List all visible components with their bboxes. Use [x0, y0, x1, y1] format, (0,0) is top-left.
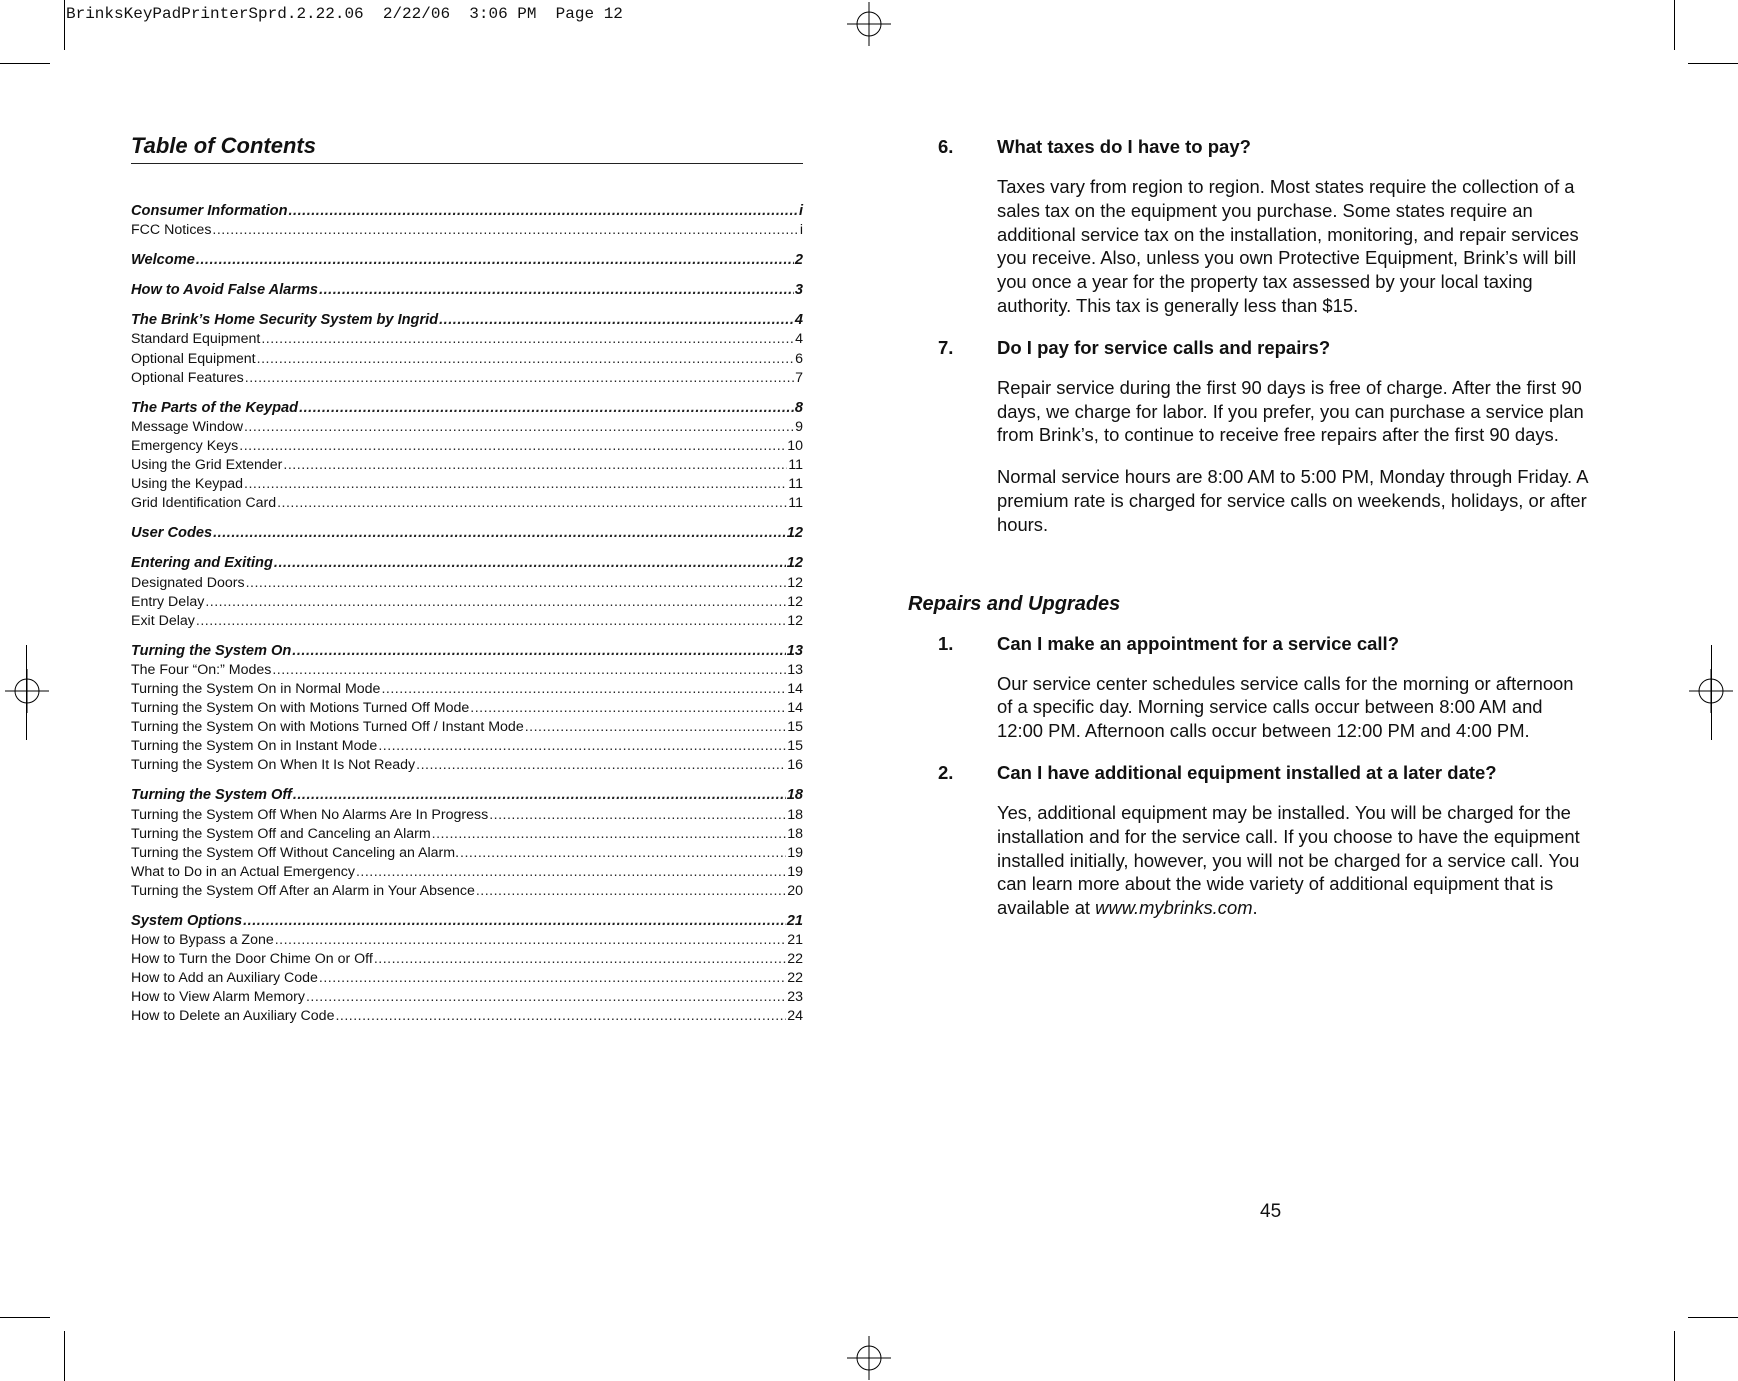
registration-line [1711, 645, 1712, 740]
toc-entry-page: 19 [787, 863, 803, 880]
dot-leader [205, 593, 786, 612]
toc-entry[interactable] [131, 661, 803, 680]
toc-group [131, 554, 803, 630]
toc-entry[interactable] [131, 494, 803, 513]
toc-entry[interactable] [131, 844, 803, 863]
dot-leader [476, 882, 786, 901]
toc-entry[interactable] [131, 437, 803, 456]
toc-section-entry[interactable] [131, 786, 803, 805]
toc-entry-label: Turning the System Off After an Alarm in Your Absence [131, 882, 475, 899]
toc-entry-label: Entering and Exiting [131, 555, 273, 572]
toc-section-entry[interactable] [131, 399, 803, 418]
crop-mark [1674, 1331, 1675, 1381]
dot-leader [243, 912, 786, 931]
toc-group [131, 311, 803, 387]
toc-group [131, 642, 803, 776]
dot-leader [470, 699, 786, 718]
toc-entry-page: 21 [787, 932, 803, 949]
toc-entry-page: 20 [787, 882, 803, 899]
dot-leader [212, 221, 798, 240]
toc-entry-label: The Four “On:” Modes [131, 661, 272, 678]
toc-entry-label: Entry Delay [131, 593, 205, 610]
toc-entry-page: 21 [786, 913, 803, 929]
toc-entry[interactable] [131, 350, 803, 369]
toc-entry-page: 3 [794, 282, 803, 299]
toc-section-entry[interactable] [131, 281, 803, 300]
dot-leader [277, 494, 787, 513]
toc-group [131, 786, 803, 901]
toc-entry[interactable] [131, 718, 803, 737]
dot-leader [416, 756, 786, 775]
dot-leader [489, 806, 786, 825]
dot-leader [293, 786, 786, 805]
toc-entry-label: Using the Grid Extender [131, 457, 283, 474]
dot-leader [288, 202, 797, 221]
crop-mark [0, 1317, 50, 1318]
toc-entry[interactable] [131, 988, 803, 1007]
toc-entry-page: i [799, 222, 803, 239]
registration-mark [847, 2, 891, 46]
toc-entry-page: 18 [786, 787, 803, 804]
section-title: Repairs and Upgrades [908, 592, 1121, 615]
faq-answer: Taxes vary from region to region. Most states require the collection of a sales tax on the equipment you purchase. Some states require an additional service tax on the installation, monitoring, and repair services you receive. Also, unless you own Protective Equipment, Brink’s will bill you once a year for the property tax assessed by your local taxing authority. This tax is generally less than $15. [997, 176, 1579, 316]
toc-entry-label: Standard Equipment [131, 331, 261, 348]
answer-end: . [1252, 897, 1258, 919]
toc-entry-page: 7 [795, 369, 803, 386]
dot-leader [381, 680, 786, 699]
dot-leader [319, 281, 794, 300]
dot-leader [213, 524, 786, 543]
toc-entry-page: 4 [794, 312, 803, 329]
toc-group [131, 202, 803, 240]
question-text: Can I have additional equipment installed at a later date? [997, 761, 1497, 783]
toc-entry[interactable] [131, 882, 803, 901]
toc-entry-page: 18 [787, 825, 803, 842]
toc-entry-label: Turning the System On in Instant Mode [131, 738, 378, 755]
toc-entry-label: Exit Delay [131, 612, 195, 629]
toc-entry-label: Emergency Keys [131, 437, 239, 454]
toc-entry-label: How to Add an Auxiliary Code [131, 970, 318, 987]
toc-entry[interactable] [131, 574, 803, 593]
registration-mark [5, 669, 49, 713]
toc-entry-label: How to Delete an Auxiliary Code [131, 1008, 335, 1025]
toc-group [131, 251, 803, 270]
dot-leader [335, 1007, 786, 1026]
toc-entry-page: 12 [786, 525, 803, 542]
faq-question [938, 336, 1588, 360]
table-of-contents [131, 133, 803, 1038]
dot-leader [261, 330, 794, 349]
dot-leader [306, 988, 786, 1007]
faq-answer [938, 801, 1588, 920]
toc-section-entry[interactable] [131, 251, 803, 270]
toc-entry-page: 12 [787, 593, 803, 610]
toc-entry-page: 16 [787, 757, 803, 774]
toc-entries [131, 202, 803, 1027]
toc-entry-page: 12 [786, 555, 803, 572]
toc-entry[interactable] [131, 680, 803, 699]
toc-entry-label: Turning the System Off When No Alarms Are In Progress [131, 806, 489, 823]
toc-entry[interactable] [131, 806, 803, 825]
toc-group [131, 524, 803, 543]
faq-answer: Normal service hours are 8:00 AM to 5:00 PM, Monday through Friday. A premium rate is charged for service calls on weekends, holidays, or after hours. [997, 466, 1588, 535]
toc-group [131, 912, 803, 1027]
toc-entry-label: How to Avoid False Alarms [131, 282, 319, 299]
toc-entry-page: 24 [787, 1008, 803, 1025]
toc-entry-label: Message Window [131, 418, 243, 435]
toc-entry-label: What to Do in an Actual Emergency [131, 863, 355, 880]
crop-mark [64, 1331, 65, 1381]
toc-entry-page: 6 [795, 350, 803, 367]
toc-entry-page: 23 [787, 989, 803, 1006]
toc-entry-label: The Brink’s Home Security System by Ingrid [131, 312, 439, 329]
question-number: 2. [938, 761, 954, 783]
toc-entry-page: 11 [788, 457, 803, 474]
toc-entry-page: 8 [794, 399, 803, 416]
toc-entry[interactable] [131, 612, 803, 631]
toc-entry-page: 12 [787, 574, 803, 591]
toc-entry-page: 2 [794, 252, 803, 269]
toc-entry-label: System Options [131, 913, 243, 929]
toc-section-entry[interactable] [131, 311, 803, 330]
toc-entry[interactable] [131, 863, 803, 882]
dot-leader [196, 251, 794, 270]
toc-entry-page: 4 [795, 331, 803, 348]
dot-leader [239, 437, 786, 456]
dot-leader [439, 311, 794, 330]
dot-leader [283, 456, 787, 475]
dot-leader [272, 661, 786, 680]
toc-entry-page: 15 [787, 738, 803, 755]
question-text: What taxes do I have to pay? [997, 136, 1251, 157]
faq-question [938, 135, 1588, 159]
dot-leader [196, 612, 786, 631]
toc-entry-label: Turning the System On [131, 642, 292, 659]
dot-leader [245, 369, 794, 388]
faq-answer: Our service center schedules service calls for the morning or afternoon of a specific day. Morning service calls occur between 8:00 AM and 12:00 PM. Afternoon calls occur between 12:00 PM and 4:00 PM. [997, 672, 1574, 742]
dot-leader [374, 950, 786, 969]
toc-entry-page: 12 [787, 612, 803, 629]
toc-entry[interactable] [131, 1007, 803, 1026]
toc-section-entry[interactable] [131, 554, 803, 573]
dot-leader [275, 931, 786, 950]
toc-section-entry[interactable] [131, 524, 803, 543]
dot-leader [356, 863, 786, 882]
toc-entry-label: How to Turn the Door Chime On or Off [131, 951, 373, 968]
dot-leader [460, 844, 786, 863]
toc-entry[interactable] [131, 699, 803, 718]
toc-entry-label: Designated Doors [131, 574, 245, 591]
toc-entry[interactable] [131, 418, 803, 437]
dot-leader [525, 718, 787, 737]
question-number: 6. [938, 136, 954, 157]
toc-entry[interactable] [131, 456, 803, 475]
toc-entry-label: Turning the System Off Without Canceling an Alarm. [131, 844, 460, 861]
toc-title: Table of Contents [131, 133, 803, 164]
toc-entry-label: Welcome [131, 252, 195, 269]
toc-entry-label: FCC Notices [131, 222, 212, 239]
toc-entry-label: Turning the System On with Motions Turned Off Mode [131, 700, 470, 717]
toc-entry-label: Turning the System On with Motions Turned Off / Instant Mode [131, 719, 524, 736]
toc-entry[interactable] [131, 330, 803, 349]
toc-entry-label: Optional Features [131, 369, 244, 386]
website-link[interactable]: www.mybrinks.com [1095, 897, 1253, 919]
toc-entry[interactable] [131, 950, 803, 969]
toc-entry-page: 13 [786, 642, 803, 659]
crop-mark [64, 0, 65, 50]
toc-entry-label: User Codes [131, 525, 213, 542]
dot-leader [244, 475, 787, 494]
toc-entry-label: Turning the System Off and Canceling an Alarm [131, 825, 431, 842]
slug-line: BrinksKeyPadPrinterSprd.2.22.06 2/22/06 3:06 PM Page 12 [66, 5, 623, 23]
toc-entry-label: How to Bypass a Zone [131, 932, 274, 949]
dot-leader [257, 350, 794, 369]
toc-entry[interactable] [131, 931, 803, 950]
registration-mark [847, 1336, 891, 1380]
toc-entry-page: 10 [787, 437, 803, 454]
toc-entry[interactable] [131, 825, 803, 844]
toc-entry-page: 15 [787, 719, 803, 736]
faq-question [938, 761, 1588, 785]
toc-entry[interactable] [131, 756, 803, 775]
page-number: 45 [1260, 1201, 1282, 1222]
crop-mark [1688, 63, 1738, 64]
toc-entry[interactable] [131, 969, 803, 988]
question-text: Can I make an appointment for a service call? [997, 632, 1399, 654]
toc-entry-label: Turning the System On in Normal Mode [131, 680, 381, 697]
faq-answer: Repair service during the first 90 days is free of charge. After the first 90 days, we charge for labor. If you prefer, you can purchase a service plan from Brink’s, to continue to receive free repairs after the first 90 days. [997, 376, 1584, 446]
dot-leader [292, 642, 785, 661]
toc-entry-page: 22 [787, 951, 803, 968]
answer-text: Yes, additional equipment may be installed. You will be charged for the installation and for the service call. If you choose to have the equipment installed initially, however, you will not be charged for a service call. You can learn more about the wide variety of additional equipment that is available at [997, 801, 1580, 919]
dot-leader [244, 418, 794, 437]
toc-group [131, 399, 803, 514]
question-number: 7. [938, 336, 954, 358]
crop-mark [1688, 1317, 1738, 1318]
crop-mark [0, 63, 50, 64]
faq-question [938, 632, 1588, 656]
toc-entry-label: How to View Alarm Memory [131, 989, 305, 1006]
toc-entry-page: 13 [787, 661, 803, 678]
toc-section-entry[interactable] [131, 642, 803, 661]
toc-entry-page: i [798, 203, 803, 219]
question-number: 1. [938, 632, 954, 654]
dot-leader [299, 399, 794, 418]
toc-entry-page: 19 [787, 844, 803, 861]
dot-leader [274, 554, 786, 573]
crop-mark [1674, 0, 1675, 50]
toc-entry[interactable] [131, 593, 803, 612]
toc-entry-label: Optional Equipment [131, 350, 256, 367]
toc-entry[interactable] [131, 369, 803, 388]
registration-line [26, 645, 27, 740]
toc-entry-label: Turning the System Off [131, 787, 292, 804]
dot-leader [378, 737, 786, 756]
toc-section-entry[interactable] [131, 202, 803, 221]
dot-leader [319, 969, 786, 988]
toc-section-entry[interactable] [131, 912, 803, 931]
toc-entry[interactable] [131, 737, 803, 756]
toc-entry-label: Consumer Information [131, 203, 288, 219]
toc-entry[interactable] [131, 475, 803, 494]
toc-entry-page: 11 [788, 495, 803, 512]
toc-entry-label: Grid Identification Card [131, 495, 277, 512]
toc-entry-page: 14 [787, 680, 803, 697]
toc-entry-page: 9 [795, 418, 803, 435]
toc-entry-page: 22 [787, 970, 803, 987]
question-text: Do I pay for service calls and repairs? [997, 336, 1331, 358]
toc-entry[interactable] [131, 221, 803, 240]
toc-entry-page: 14 [787, 700, 803, 717]
toc-entry-label: Turning the System On When It Is Not Ready [131, 757, 416, 774]
faq-content [908, 135, 1588, 938]
toc-entry-page: 11 [788, 476, 803, 493]
toc-entry-label: Using the Keypad [131, 476, 243, 493]
toc-entry-page: 18 [787, 806, 803, 823]
dot-leader [246, 574, 787, 593]
toc-group [131, 281, 803, 300]
dot-leader [432, 825, 787, 844]
toc-entry-label: The Parts of the Keypad [131, 399, 299, 416]
